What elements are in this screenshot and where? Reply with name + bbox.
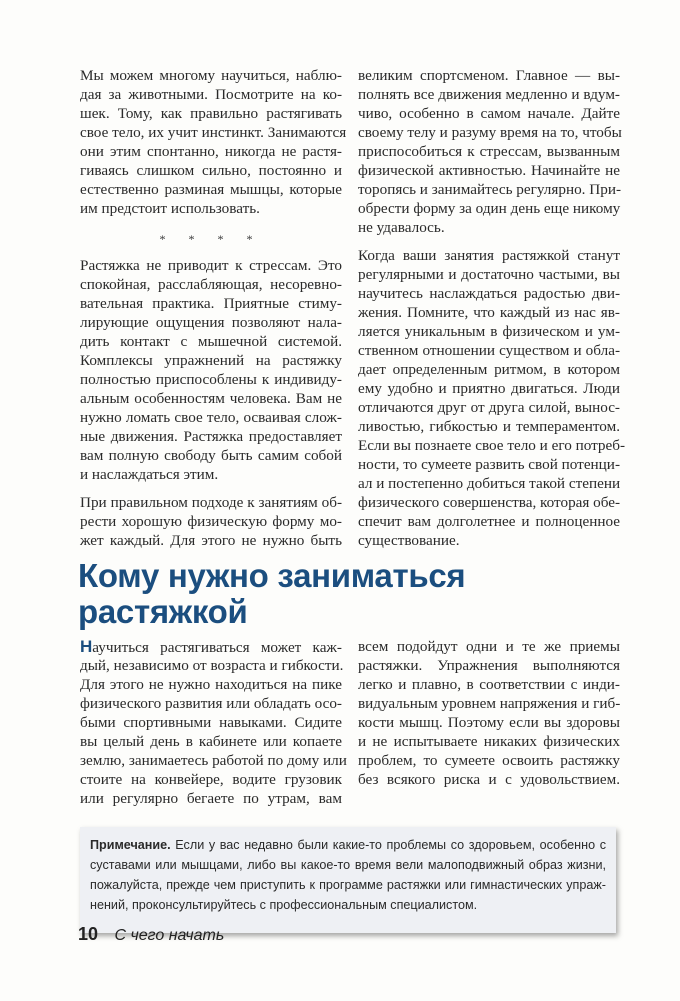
text-line: научитесь наслаждаться радостью дви- <box>358 285 620 302</box>
text-line: физического совершенства, которая обе- <box>358 494 621 511</box>
text-line: ал и постепенно добиться такой степени <box>358 475 621 492</box>
text-line: чиво, особенно в самом начале. Дайте <box>358 105 620 122</box>
text-line: ливостью, гибкостью и темпераментом. <box>358 418 620 435</box>
text-line: спечит вам долголетнее и полноценное <box>358 513 620 530</box>
paragraph <box>80 66 347 218</box>
paragraph <box>358 66 620 237</box>
text-line: они этим спонтанно, никогда не растя- <box>80 143 342 160</box>
paragraph <box>80 256 342 484</box>
section-column-right <box>358 637 620 798</box>
paragraph <box>80 637 347 808</box>
text-line: Комплексы упражнений на растяжку <box>80 352 342 369</box>
text-line: существование. <box>358 532 460 549</box>
text-line: торопясь и занимайтесь регулярно. При- <box>358 181 622 198</box>
drop-cap: Н <box>80 637 93 656</box>
text-line: пожалуйста, прежде чем приступить к программе растяжки или гимнастических упраж- <box>90 878 606 892</box>
text-line: жения. Помните, что каждый из нас яв- <box>358 304 620 321</box>
text-line: альным особенностям человека. Вам не <box>80 390 342 407</box>
text-line: рести хорошую физическую форму мо- <box>80 513 342 530</box>
section-heading <box>78 558 465 630</box>
text-line: ственном отношении существом и обла- <box>358 342 620 359</box>
text-line: физической активностью. Начинайте не <box>358 162 620 179</box>
text-line: полностью приспособлены к индивиду- <box>80 371 342 388</box>
text-line: При правильном подходе к занятиям об- <box>80 494 342 511</box>
text-line: растяжки. Упражнения выполняются <box>358 657 620 674</box>
text-line: нужно ломать свое тело, осваивая слож- <box>80 409 342 426</box>
text-line: ности, то сумеете развить свой потенци- <box>358 456 620 473</box>
text-line: регулярными и достаточно частыми, вы <box>358 266 620 283</box>
text-line: своему телу и разуму время на то, чтобы <box>358 124 622 141</box>
text-line: суставами или мышцами, либо вы какое-то время вели малоподвижный образ жизни, <box>90 858 606 872</box>
heading-line: растяжкой <box>78 593 248 630</box>
text-line: землю, занимаетесь работой по дому или <box>80 752 347 769</box>
page-number: 10 <box>78 924 99 944</box>
section-separator: * * * * <box>159 232 263 246</box>
text-line-rest: аучиться растягиваться может каж- <box>92 639 342 656</box>
page-footer <box>78 924 224 945</box>
text-column-top-left-2 <box>80 256 342 559</box>
text-line: вательная практика. Приятные стиму- <box>80 295 342 312</box>
text-line: ему удобно и приятно двигаться. Люди <box>358 380 620 397</box>
text-line: Если вы познаете свое тело и его потреб- <box>358 437 626 454</box>
text-line <box>90 835 606 855</box>
section-column-left <box>80 637 347 817</box>
text-line: Растяжка не приводит к стрессам. Это <box>80 257 342 274</box>
text-line: Мы можем многому научиться, наблю- <box>80 67 342 84</box>
chapter-title: С чего начать <box>114 927 225 944</box>
paragraph <box>358 246 626 550</box>
text-line-rest: Если у вас недавно были какие-то проблемы со здоровьем, особенно с <box>170 838 606 852</box>
text-line: вам полную свободу быть самим собой <box>80 447 342 464</box>
text-line: всем подойдут одни и те же приемы <box>358 638 620 655</box>
text-line: обрести форму за один день еще никому <box>358 200 621 217</box>
text-line: и не испытываете никаких физических <box>358 733 620 750</box>
text-line: и наслаждаться этим. <box>80 466 219 483</box>
text-line: нений, проконсультируйтесь с профессиональным специалистом. <box>90 898 478 912</box>
note-box <box>80 827 616 933</box>
text-column-top-left <box>80 66 347 227</box>
text-line: стоите на конвейере, водите грузовик <box>80 771 342 788</box>
text-line: легко и плавно, в соответствии с инди- <box>358 676 620 693</box>
text-line: жет каждый. Для этого не нужно быть <box>80 532 342 549</box>
text-line: великим спортсменом. Главное — вы- <box>358 67 620 84</box>
text-line: гиваясь слишком сильно, постоянно и <box>80 162 342 179</box>
text-line: дает определенным ритмом, в котором <box>358 361 620 378</box>
note-label: Примечание. <box>90 838 171 852</box>
text-line: быми спортивными навыками. Сидите <box>80 714 342 731</box>
text-line: приспособиться к стрессам, вызванным <box>358 143 620 160</box>
text-line: полнять все движения медленно и вдум- <box>358 86 620 103</box>
text-line: спокойная, расслабляющая, несоревно- <box>80 276 342 293</box>
heading-line: Кому нужно заниматься <box>78 557 466 594</box>
text-line: вы целый день в кабинете или копаете <box>80 733 342 750</box>
text-line: дая за животными. Посмотрите на ко- <box>80 86 342 103</box>
text-line: шек. Тому, как правильно растягивать <box>80 105 342 122</box>
text-line: без всякого риска и с удовольствием. <box>358 771 620 788</box>
paragraph <box>80 493 342 550</box>
text-line: кости мышц. Поэтому если вы здоровы <box>358 714 620 731</box>
text-line: Для этого не нужно находиться на пике <box>80 676 342 693</box>
text-line: ные движения. Растяжка предоставляет <box>80 428 342 445</box>
paragraph <box>90 835 606 915</box>
text-line: дый, независимо от возраста и гибкости. <box>80 657 344 674</box>
text-line: видуальным уровнем напряжения и гиб- <box>358 695 621 712</box>
text-line: ляется уникальным в физическом и ум- <box>358 323 620 340</box>
text-line: им предстоит использовать. <box>80 200 260 217</box>
text-line: Когда ваши занятия растяжкой станут <box>358 247 620 264</box>
text-line <box>80 637 342 656</box>
text-column-top-right <box>358 66 626 559</box>
text-line: свое тело, их учит инстинкт. Занимаются <box>80 124 347 141</box>
text-line: лирующие ощущения позволяют нала- <box>80 314 342 331</box>
text-line: физического развития или обладать осо- <box>80 695 342 712</box>
text-line: естественно разминая мышцы, которые <box>80 181 342 198</box>
text-line: не удавалось. <box>358 219 445 236</box>
text-line: проблем, то сумеете освоить растяжку <box>358 752 620 769</box>
paragraph <box>358 637 620 789</box>
text-line: или регулярно бегаете по утрам, вам <box>80 790 342 807</box>
text-line: дить контакт с мышечной системой. <box>80 333 342 350</box>
text-line: отличаются друг от друга силой, вынос- <box>358 399 620 416</box>
